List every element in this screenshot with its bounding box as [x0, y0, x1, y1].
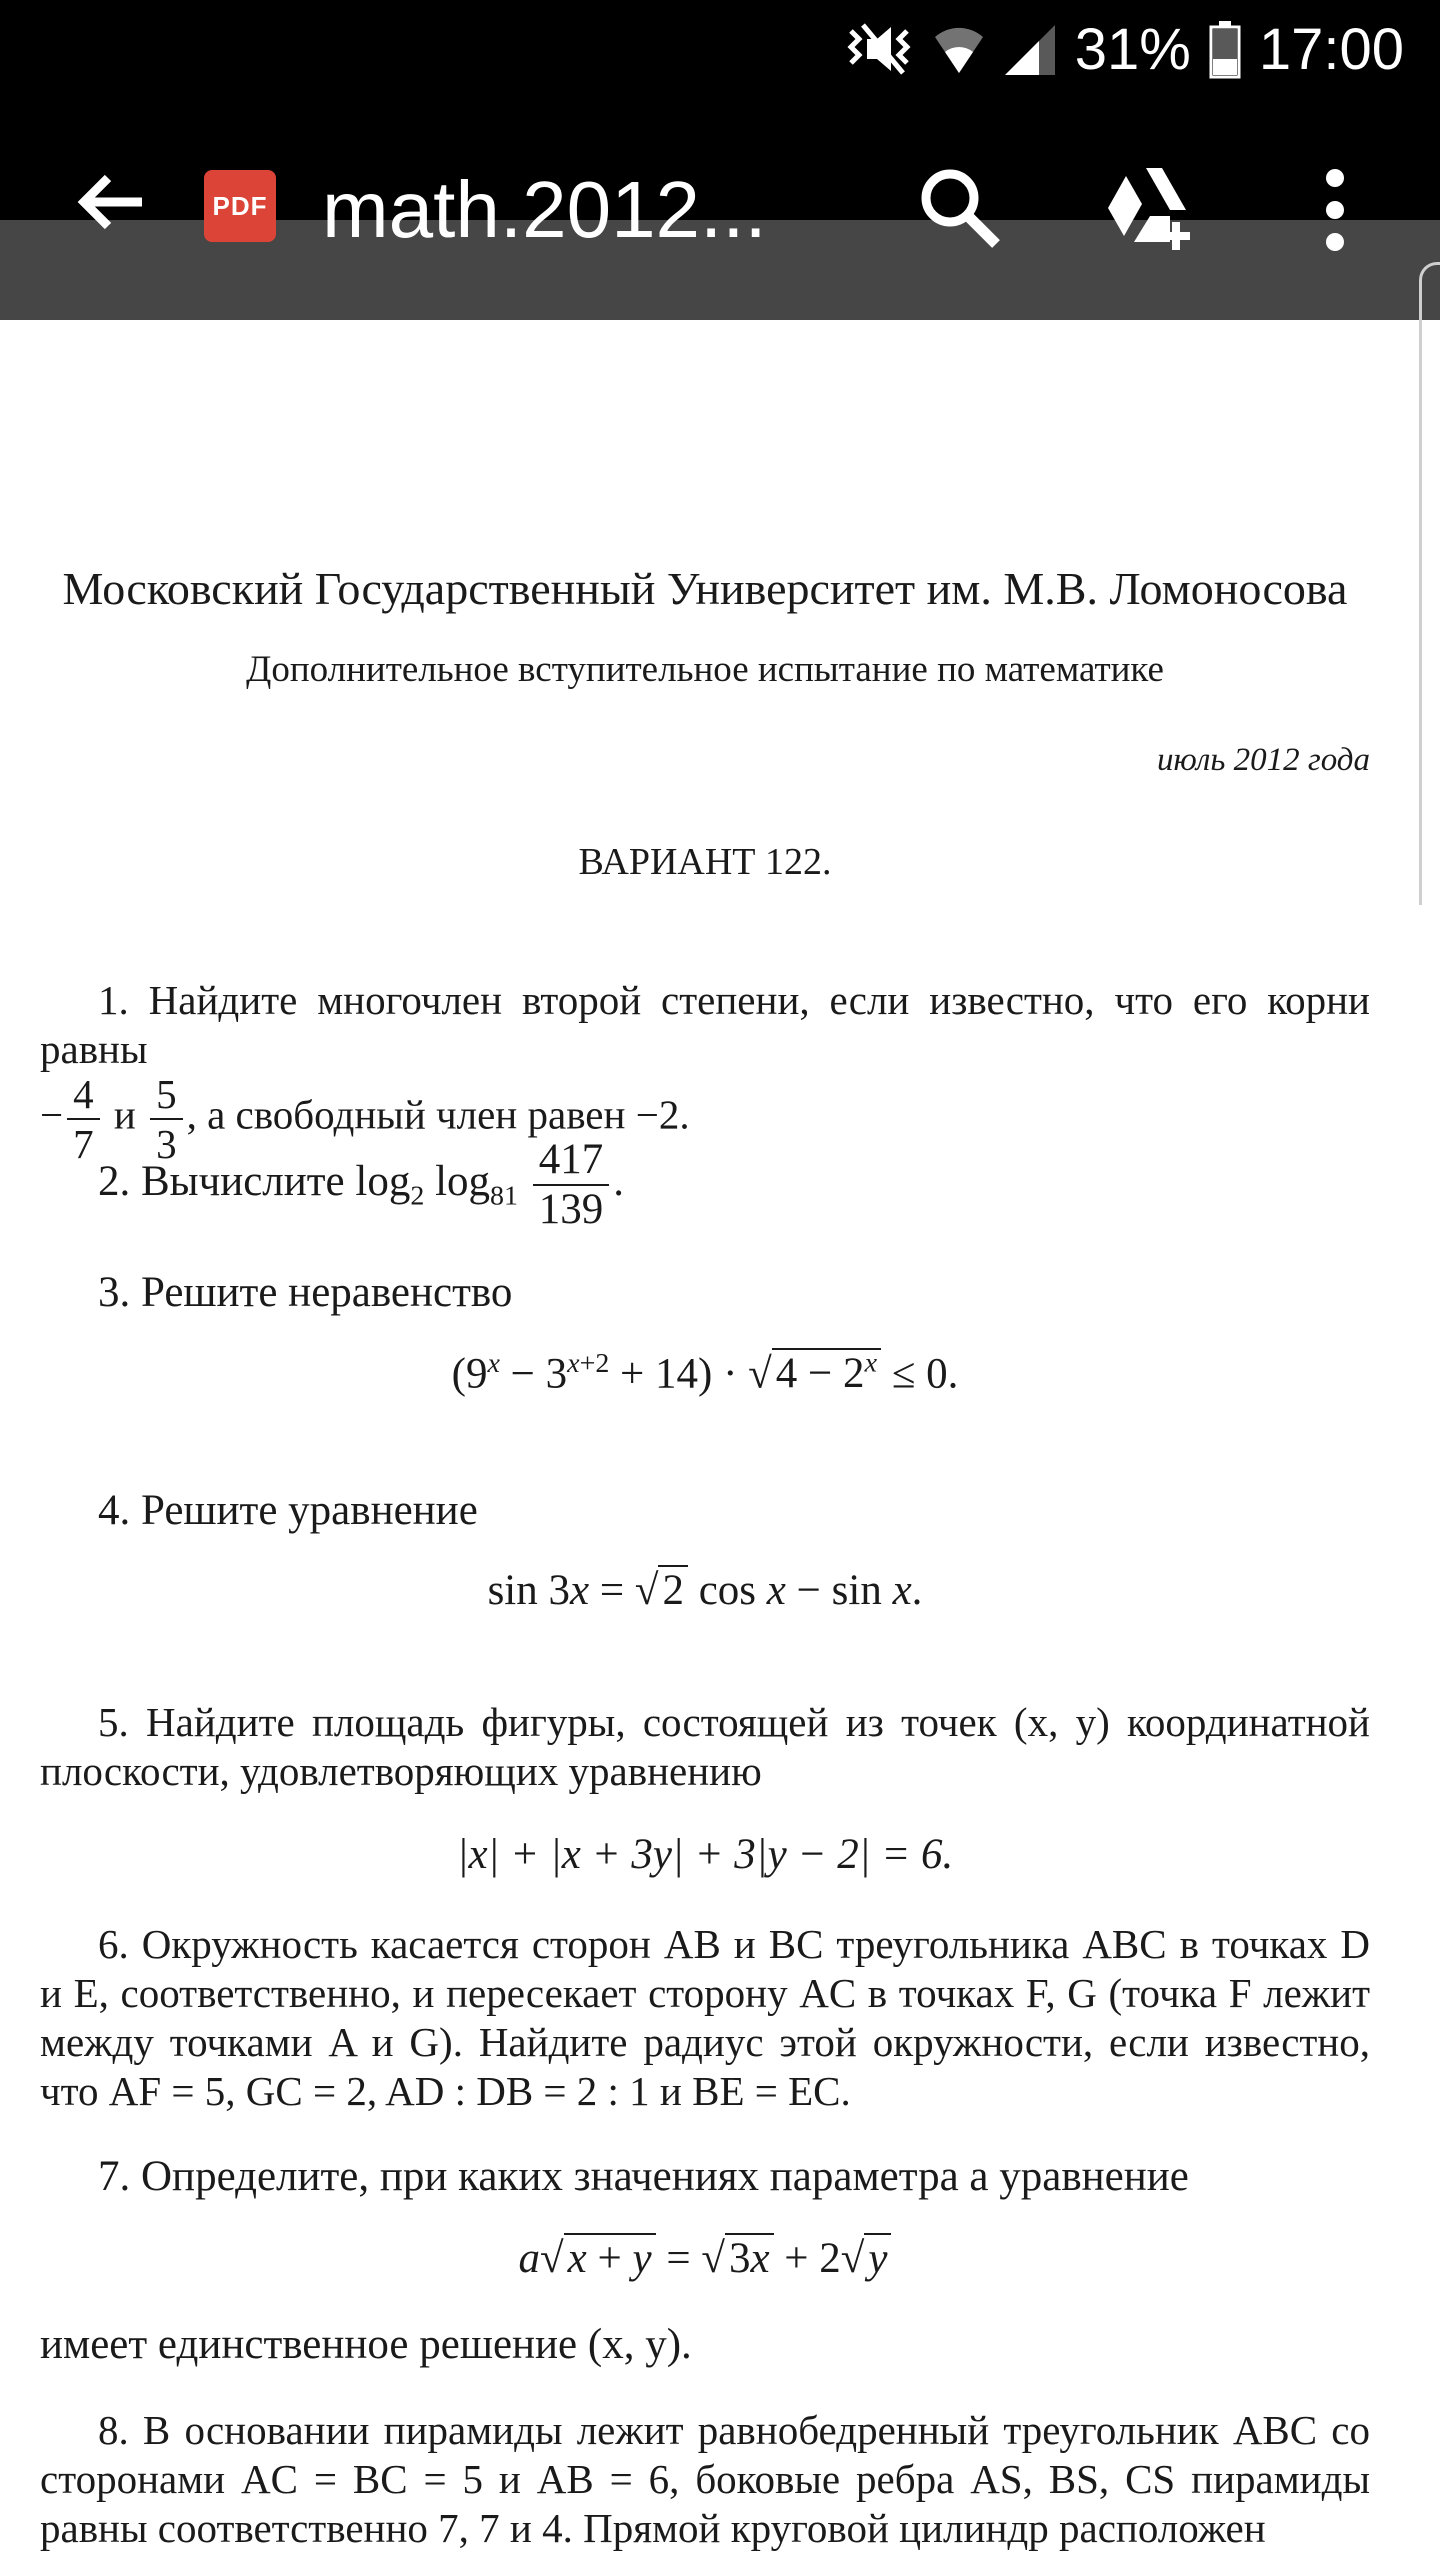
pdf-badge-label: PDF [212, 190, 268, 221]
problem-4-formula: sin 3x = √2 cos x − sin x. [487, 1567, 923, 1614]
problem-6-text: 6. Окружность касается сторон AB и BC треугольника ABC в точках D и E, соответственно, и пересекает сторону AC в точках F, G (точка F лежит между точками A и G). Найдите радиус этой окружности, если известно, что AF = 5, GC = 2, AD : DB = 2 : 1 и BE = EC. [40, 1921, 1370, 2114]
root1-numerator: 4 [67, 1070, 100, 1120]
signal-icon [1003, 21, 1057, 77]
problem-5-text: 5. Найдите площадь фигуры, состоящей из точек (x, y) координатной плоскости, удовлетворяющих уравнению [40, 1699, 1370, 1794]
pdf-file-icon [204, 170, 276, 242]
problem-1-text: 1. Найдите многочлен второй степени, если известно, что его корни равны [40, 977, 1370, 1072]
mute-vibrate-icon [843, 21, 915, 77]
problem-7-tail: имеет единственное решение (x, y). [40, 2321, 692, 2368]
add-to-drive-button[interactable] [1100, 160, 1200, 260]
drive-add-icon [1100, 160, 1200, 260]
problem-5-formula: |x| + |x + 3y| + 3|y − 2| = 6. [456, 1831, 954, 1878]
more-options-button[interactable] [1305, 160, 1365, 260]
battery-icon [1209, 19, 1241, 79]
back-button[interactable] [70, 160, 154, 244]
root1-denominator: 7 [73, 1121, 94, 1167]
problem-7-formula: a√x + y = √3x + 2√y [40, 2234, 1370, 2283]
problem-3-formula: $(9^x - 3^{x+2} + 14) \cdot √4 - 2^x \le 0$. [451, 1348, 959, 1398]
root2-numerator: 5 [150, 1070, 183, 1120]
battery-percent: 31% [1074, 16, 1191, 82]
variant-heading: ВАРИАНТ 122. [578, 841, 832, 883]
search-icon [912, 160, 1008, 256]
problem-2-text: 2. Вычислите [98, 1157, 345, 1205]
conjunction: и [113, 1091, 136, 1138]
problem-3-text: 3. Решите неравенство [98, 1269, 513, 1316]
problem-2: 2. Вычислите $\log_2 \log_{81}$ $\frac{417}{139}$ . [98, 1136, 624, 1233]
p2-denominator: 139 [538, 1186, 604, 1233]
pdf-page [0, 320, 1440, 2560]
p2-numerator: 417 [533, 1136, 610, 1186]
more-vert-icon [1305, 160, 1365, 260]
status-bar [0, 0, 1440, 98]
problem-7-text: 7. Определите, при каких значениях параметра a уравнение [98, 2153, 1189, 2200]
back-arrow-icon [70, 160, 154, 244]
document-title: math.2012... [322, 165, 767, 254]
search-button[interactable] [912, 160, 1008, 256]
clock: 17:00 [1258, 16, 1404, 82]
problem-1-roots: − $\frac{4}{7}$ и $\frac{5}{3}$ , а свободный член равен −2. [40, 1071, 690, 1167]
exam-title: Дополнительное вступительное испытание по математике [246, 649, 1164, 690]
wifi-icon [933, 21, 985, 77]
exam-date: июль 2012 года [1157, 742, 1370, 778]
problem-4-text: 4. Решите уравнение [98, 1487, 478, 1534]
university-title: Московский Государственный Университет им. М.В. Ломоносова [62, 563, 1348, 614]
root2-denominator: 3 [156, 1121, 177, 1167]
problem-8-text: 8. В основании пирамиды лежит равнобедренный треугольник ABC со сторонами AC = BC = 5 и AB = 6, боковые ребра AS, BS, CS пирамиды равны соответственно 7, 7 и 4. Прямой круговой цилиндр расположен [40, 2407, 1370, 2551]
problem-1-tail: , а свободный член равен −2. [186, 1091, 690, 1138]
